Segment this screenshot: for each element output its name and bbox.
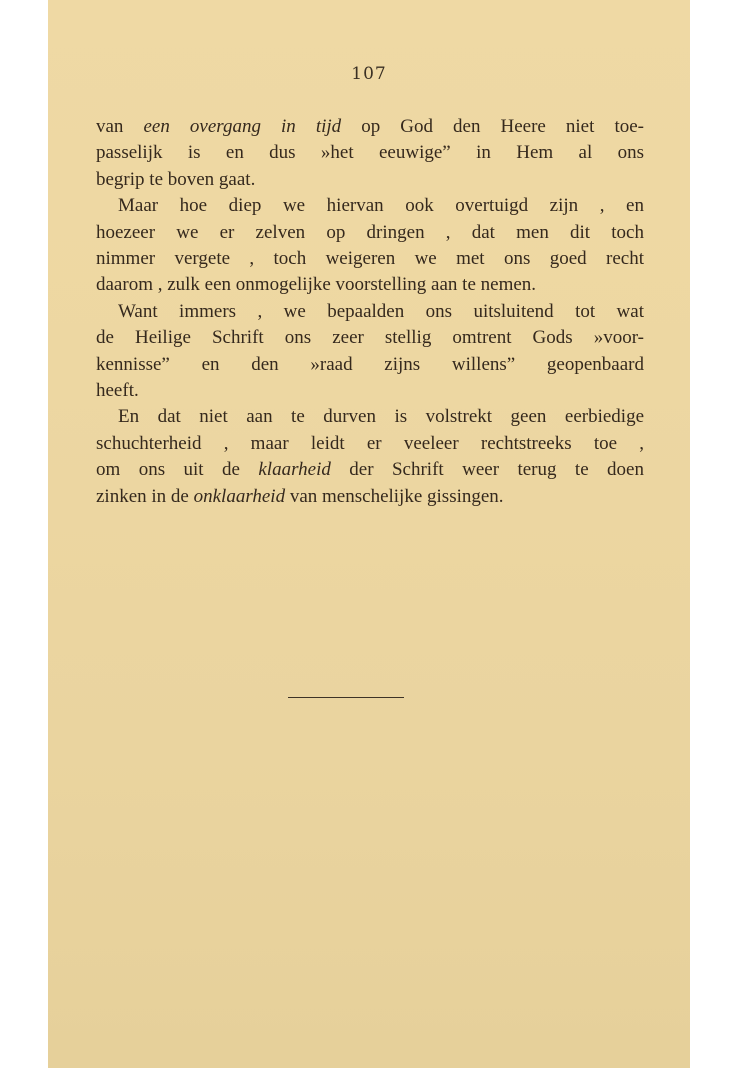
italic-phrase: een overgang in tijd [143, 116, 342, 137]
text-line: van een overgang in tijd op God den Heere niet toe- [96, 116, 644, 137]
text-line: de Heilige Schrift ons zeer stellig omtrent Gods »voor- [96, 327, 644, 349]
text-line: zinken in de onklaarheid van menschelijke gissingen. [96, 485, 504, 507]
text-line: heeft. [96, 380, 139, 402]
italic-word: onklaarheid [193, 485, 286, 507]
italic-word: klaarheid [258, 459, 331, 481]
body-text [96, 114, 644, 510]
book-page [48, 0, 690, 1068]
paragraph [96, 404, 644, 510]
paragraph [96, 193, 644, 299]
text-line: Maar hoe diep we hiervan ook overtuigd zijn , en [118, 195, 644, 217]
text-line: En dat niet aan te durven is volstrekt geen eerbiedige [118, 406, 644, 428]
text-line: om ons uit de klaarheid der Schrift weer terug te doen [96, 459, 644, 481]
text-line: daarom , zulk een onmogelijke voorstelling aan te nemen. [96, 274, 537, 296]
text-line: nimmer vergete , toch weigeren we met ons goed recht [96, 248, 644, 270]
paragraph [96, 299, 644, 405]
paragraph [96, 114, 644, 193]
page-number: 107 [351, 64, 387, 84]
text-line: passelijk is en dus »het eeuwige” in Hem al ons [96, 142, 644, 164]
text-line: kennisse” en den »raad zijns willens” geopenbaard [96, 353, 644, 375]
text-line: schuchterheid , maar leidt er veeleer rechtstreeks toe , [96, 432, 644, 454]
end-rule-divider [288, 697, 404, 698]
text-line: Want immers , we bepaalden ons uitsluitend tot wat [118, 300, 644, 322]
text-line: hoezeer we er zelven op dringen , dat men dit toch [96, 221, 644, 243]
text-line: begrip te boven gaat. [96, 168, 256, 190]
